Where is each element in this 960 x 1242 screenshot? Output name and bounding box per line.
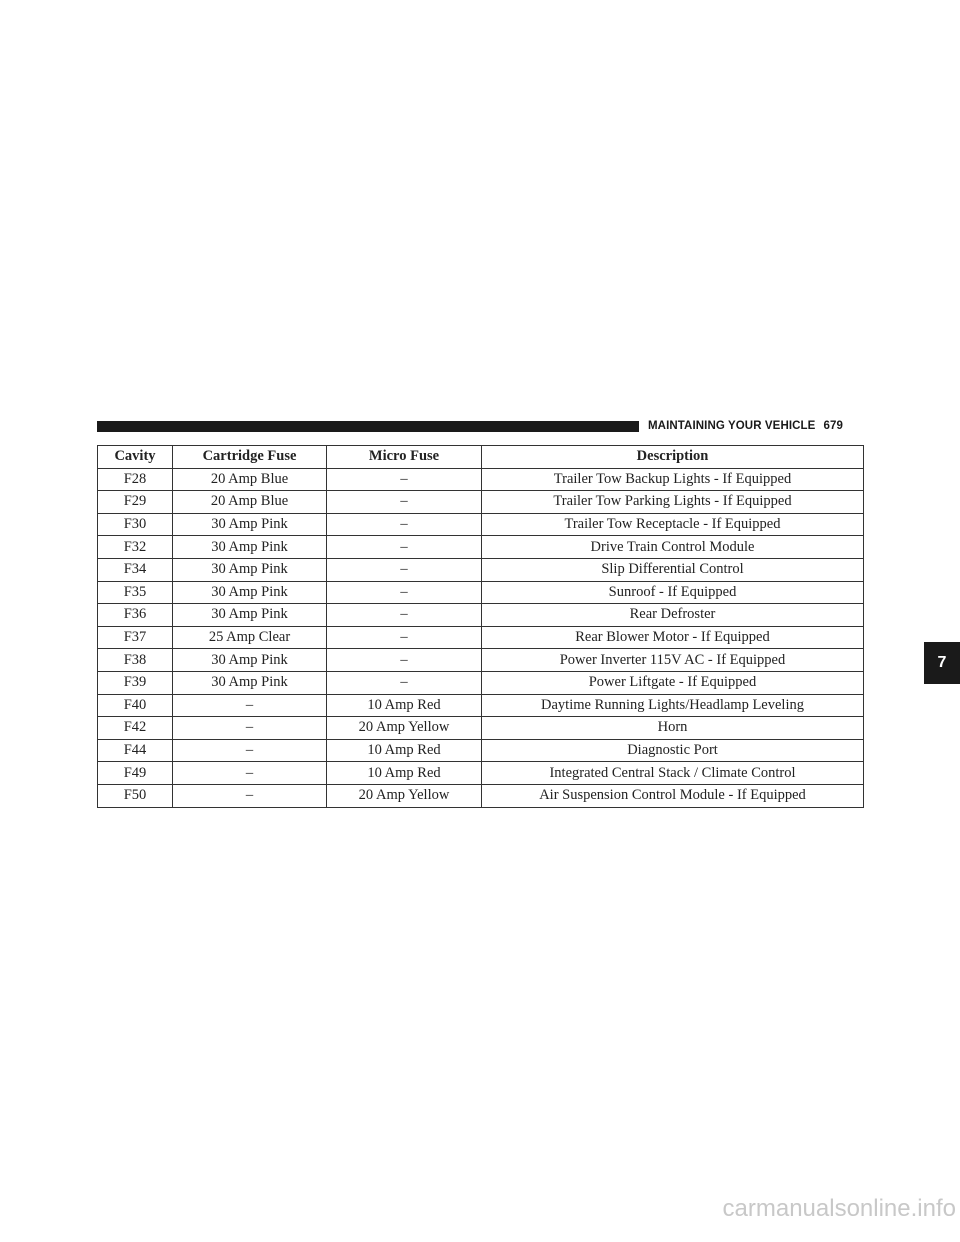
cartridge-fuse-cell: 30 Amp Pink [173, 649, 327, 672]
description-cell: Drive Train Control Module [482, 536, 864, 559]
description-cell: Rear Defroster [482, 604, 864, 627]
micro-fuse-cell: 20 Amp Yellow [327, 717, 482, 740]
cartridge-fuse-cell: – [173, 739, 327, 762]
table-row [98, 717, 864, 740]
table-row [98, 558, 864, 581]
micro-fuse-cell: – [327, 649, 482, 672]
column-header-micro-fuse: Micro Fuse [327, 446, 482, 469]
cavity-cell: F37 [98, 626, 173, 649]
column-header-description: Description [482, 446, 864, 469]
description-cell: Trailer Tow Receptacle - If Equipped [482, 513, 864, 536]
micro-fuse-cell: 10 Amp Red [327, 739, 482, 762]
micro-fuse-cell: – [327, 491, 482, 514]
table-row [98, 649, 864, 672]
cavity-cell: F39 [98, 671, 173, 694]
fuse-table [97, 445, 864, 808]
cavity-cell: F30 [98, 513, 173, 536]
column-header-cavity: Cavity [98, 446, 173, 469]
micro-fuse-cell: – [327, 468, 482, 491]
table-row [98, 491, 864, 514]
section-title: MAINTAINING YOUR VEHICLE [648, 420, 816, 432]
micro-fuse-cell: – [327, 558, 482, 581]
description-cell: Horn [482, 717, 864, 740]
cavity-cell: F49 [98, 762, 173, 785]
table-row [98, 739, 864, 762]
cavity-cell: F35 [98, 581, 173, 604]
column-header-cartridge-fuse: Cartridge Fuse [173, 446, 327, 469]
micro-fuse-cell: 20 Amp Yellow [327, 784, 482, 807]
cavity-cell: F32 [98, 536, 173, 559]
header-rule [97, 421, 639, 432]
cavity-cell: F42 [98, 717, 173, 740]
table-body [98, 468, 864, 807]
table-row [98, 694, 864, 717]
cartridge-fuse-cell: 20 Amp Blue [173, 468, 327, 491]
micro-fuse-cell: 10 Amp Red [327, 762, 482, 785]
watermark: carmanualsonline.info [722, 1195, 956, 1222]
table-row [98, 626, 864, 649]
description-cell: Power Liftgate - If Equipped [482, 671, 864, 694]
table-row [98, 536, 864, 559]
table-row [98, 784, 864, 807]
description-cell: Sunroof - If Equipped [482, 581, 864, 604]
cavity-cell: F29 [98, 491, 173, 514]
running-header [648, 418, 843, 434]
micro-fuse-cell: – [327, 626, 482, 649]
cartridge-fuse-cell: 20 Amp Blue [173, 491, 327, 514]
description-cell: Air Suspension Control Module - If Equipped [482, 784, 864, 807]
description-cell: Trailer Tow Parking Lights - If Equipped [482, 491, 864, 514]
cartridge-fuse-cell: 30 Amp Pink [173, 671, 327, 694]
cavity-cell: F44 [98, 739, 173, 762]
cavity-cell: F40 [98, 694, 173, 717]
description-cell: Slip Differential Control [482, 558, 864, 581]
page-number: 679 [823, 420, 843, 432]
cartridge-fuse-cell: 30 Amp Pink [173, 513, 327, 536]
description-cell: Power Inverter 115V AC - If Equipped [482, 649, 864, 672]
micro-fuse-cell: – [327, 671, 482, 694]
description-cell: Diagnostic Port [482, 739, 864, 762]
cavity-cell: F38 [98, 649, 173, 672]
cartridge-fuse-cell: 25 Amp Clear [173, 626, 327, 649]
chapter-tab: 7 [924, 642, 960, 684]
table-row [98, 468, 864, 491]
micro-fuse-cell: – [327, 536, 482, 559]
description-cell: Daytime Running Lights/Headlamp Leveling [482, 694, 864, 717]
cavity-cell: F50 [98, 784, 173, 807]
description-cell: Trailer Tow Backup Lights - If Equipped [482, 468, 864, 491]
table-row [98, 762, 864, 785]
micro-fuse-cell: 10 Amp Red [327, 694, 482, 717]
cartridge-fuse-cell: 30 Amp Pink [173, 604, 327, 627]
micro-fuse-cell: – [327, 581, 482, 604]
table-row [98, 604, 864, 627]
micro-fuse-cell: – [327, 513, 482, 536]
description-cell: Rear Blower Motor - If Equipped [482, 626, 864, 649]
table-header-row [98, 446, 864, 469]
micro-fuse-cell: – [327, 604, 482, 627]
cavity-cell: F34 [98, 558, 173, 581]
cartridge-fuse-cell: 30 Amp Pink [173, 558, 327, 581]
cartridge-fuse-cell: 30 Amp Pink [173, 581, 327, 604]
cartridge-fuse-cell: – [173, 784, 327, 807]
table-row [98, 513, 864, 536]
cartridge-fuse-cell: 30 Amp Pink [173, 536, 327, 559]
table-row [98, 671, 864, 694]
table-row [98, 581, 864, 604]
cartridge-fuse-cell: – [173, 717, 327, 740]
cartridge-fuse-cell: – [173, 762, 327, 785]
cavity-cell: F28 [98, 468, 173, 491]
cavity-cell: F36 [98, 604, 173, 627]
description-cell: Integrated Central Stack / Climate Control [482, 762, 864, 785]
cartridge-fuse-cell: – [173, 694, 327, 717]
